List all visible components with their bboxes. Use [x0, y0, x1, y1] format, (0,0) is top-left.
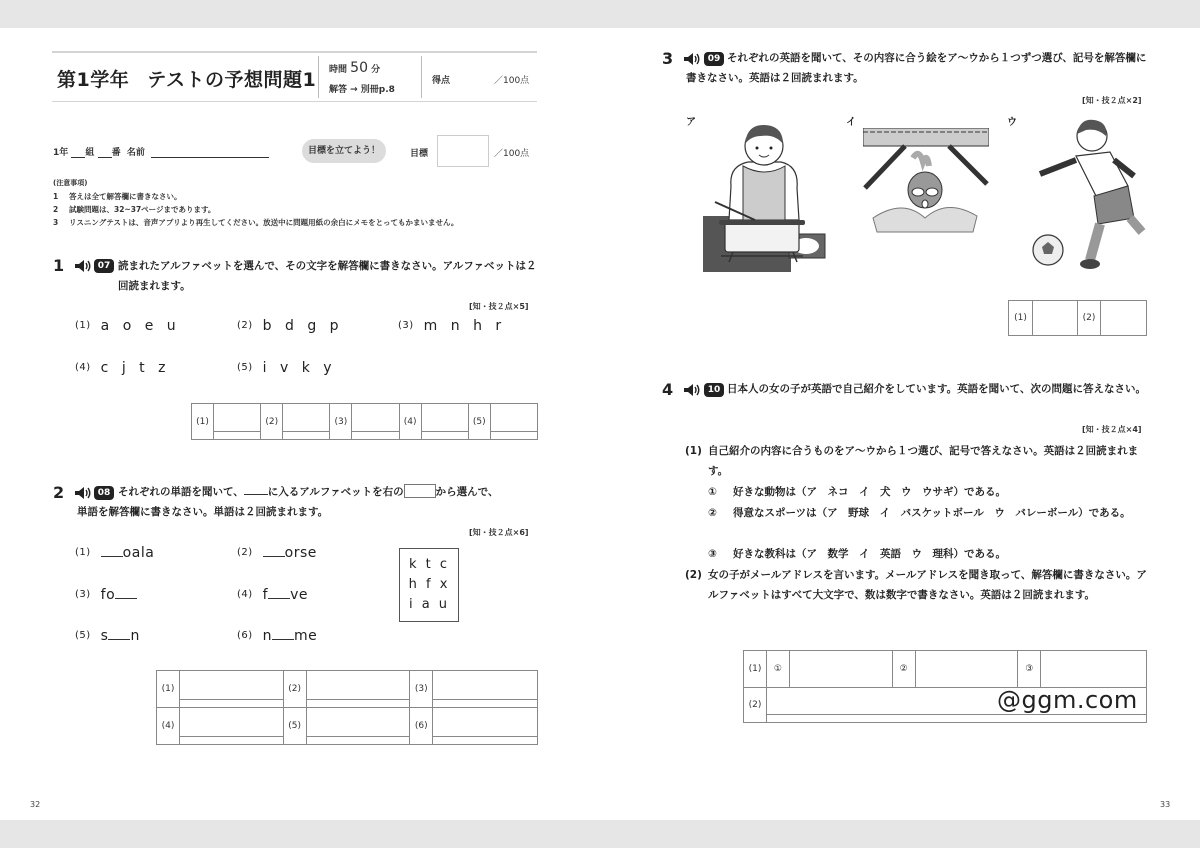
note-number: 2 — [53, 205, 59, 214]
question-text-body: 読まれたアルファベットを選んで、その文字を解答欄に書きなさい。アルファベットは２回読まれます。 — [118, 260, 537, 292]
letter-row: k t c — [408, 557, 450, 572]
answer-label: (1) — [157, 671, 180, 708]
answer-label: (2) — [1077, 301, 1101, 336]
choice-text: 得意なスポーツは（ア 野球 イ バスケットボール ウ バレーボール）である。 — [733, 507, 1131, 519]
word-suffix: orse — [284, 545, 317, 561]
question-text — [118, 256, 538, 296]
email-domain-suffix: @ggm.com — [997, 686, 1138, 714]
answer-reference: 解答 → 別冊p.8 — [329, 85, 395, 95]
blank-line — [101, 545, 123, 557]
student-info-line — [53, 145, 269, 158]
answer-cell[interactable] — [283, 404, 330, 440]
name-label: 名前 — [126, 148, 145, 158]
answer-cell[interactable] — [179, 671, 283, 708]
swimming-boy-icon — [863, 128, 989, 243]
question-number: 3 — [662, 49, 674, 68]
header-bottom-rule — [52, 101, 537, 102]
audio-track-badge: 08 — [94, 486, 114, 500]
speaker-icon — [74, 259, 92, 273]
answer-cell[interactable] — [421, 404, 468, 440]
item-label: (2) — [237, 320, 253, 331]
page-number: 32 — [30, 800, 41, 809]
time-label: 時間 — [329, 65, 348, 75]
answer-cell[interactable] — [789, 651, 892, 688]
answer-label: (4) — [399, 404, 421, 440]
answer-cell[interactable] — [306, 671, 410, 708]
title-test-name: テストの予想問題1 — [147, 69, 317, 91]
speaker-icon — [74, 486, 92, 500]
item-letters: c j t z — [100, 360, 166, 376]
blank-line — [115, 587, 137, 599]
grade-label: 1年 — [53, 148, 69, 158]
choice-item — [237, 318, 339, 334]
item-label: (5) — [75, 630, 91, 641]
picture-label: イ — [846, 117, 856, 128]
question-number: 1 — [53, 256, 65, 275]
header-separator — [421, 56, 422, 98]
choice-text: 好きな動物は（ア ネコ イ 犬 ウ ウサギ）である。 — [733, 486, 1006, 498]
item-letters: a o e u — [100, 318, 177, 334]
bottom-margin-band — [0, 820, 1200, 848]
page-number: 33 — [1160, 800, 1171, 809]
note-text: リスニングテストは、音声アプリより再生してください。放送中に問題用紙の余白にメモをとってもかまいません。 — [69, 218, 459, 227]
page-title — [57, 65, 316, 92]
answer-label: (2) — [744, 688, 767, 723]
letter-row: h f x — [408, 577, 450, 592]
points-label: [知・技２点×6] — [469, 528, 529, 537]
word-item — [237, 587, 308, 603]
note-text: 答えは全て解答欄に書きなさい。 — [69, 192, 182, 201]
question-text — [118, 482, 540, 502]
answer-cell[interactable] — [915, 651, 1018, 688]
score-total: ／100点 — [494, 76, 530, 86]
answer-cell[interactable] — [490, 404, 537, 440]
answer-label: (3) — [330, 404, 352, 440]
item-label: (3) — [398, 320, 414, 331]
answer-label: (1) — [744, 651, 767, 688]
word-item — [75, 587, 137, 603]
choice-item — [237, 360, 332, 376]
picture-label: ウ — [1007, 117, 1017, 128]
question-text-line2: 単語を解答欄に書きなさい。単語は２回読まれます。 — [77, 506, 329, 518]
answer-label: (1) — [1009, 301, 1033, 336]
answer-mark: ① — [766, 651, 789, 688]
blank-line — [268, 587, 290, 599]
answer-mark: ③ — [1018, 651, 1041, 688]
number-label: 番 — [111, 148, 121, 158]
top-margin-band — [0, 0, 1200, 28]
q2-answer-table — [156, 670, 538, 745]
time-value: 50 — [350, 60, 368, 76]
sub-question-text: 女の子がメールアドレスを言います。メールアドレスを聞き取って、解答欄に書きなさい。アルファベットはすべて大文字で、数は数字で書きなさい。英語は２回読まれます。 — [708, 569, 1147, 601]
word-prefix: s — [100, 628, 109, 644]
sub-question-label: (2) — [685, 569, 702, 581]
answer-cell[interactable] — [433, 671, 538, 708]
question-number: 2 — [53, 483, 65, 502]
word-prefix: f — [262, 587, 269, 603]
blank-line — [108, 628, 130, 640]
sub-question-text: 自己紹介の内容に合うものをア～ウから１つ選び、記号で答えなさい。英語は２回読まれます。 — [708, 445, 1139, 477]
choice-text: 好きな教科は（ア 数学 イ 英語 ウ 理科）である。 — [733, 548, 1006, 560]
question-number: 4 — [662, 380, 674, 399]
item-label: (4) — [237, 589, 253, 600]
item-letters: b d g p — [262, 318, 340, 334]
answer-label: (4) — [157, 708, 180, 745]
item-label: (3) — [75, 589, 91, 600]
choice-mark: ① — [708, 486, 717, 498]
name-field[interactable] — [151, 148, 269, 158]
question-text-part: それぞれの単語を聞いて、 — [118, 486, 244, 498]
soccer-boy-icon — [1030, 114, 1150, 272]
score-label: 得点 — [432, 76, 451, 86]
question-text-body: それぞれの英語を聞いて、その内容に合う絵をア～ウから１つずつ選び、記号を解答欄に書きなさい。英語は２回読まれます。 — [686, 52, 1147, 84]
header-top-rule — [52, 51, 537, 53]
notes-section — [53, 177, 458, 229]
answer-cell[interactable] — [1041, 651, 1147, 688]
answer-cell[interactable] — [214, 404, 261, 440]
choice-mark: ③ — [708, 548, 717, 560]
item-letters: i v k y — [262, 360, 333, 376]
answer-label: (3) — [410, 671, 433, 708]
letter-choice-box — [399, 548, 459, 622]
item-label: (1) — [75, 547, 91, 558]
choice-mark: ② — [708, 507, 717, 519]
note-item — [53, 203, 458, 216]
word-prefix: n — [262, 628, 273, 644]
header-separator — [318, 56, 319, 98]
q1-answer-table — [191, 403, 538, 440]
blank-line — [272, 628, 294, 640]
word-suffix: n — [130, 628, 140, 644]
time-unit: 分 — [371, 65, 381, 75]
word-prefix: fo — [100, 587, 116, 603]
answer-cell[interactable] — [179, 708, 283, 745]
set-goal-badge: 目標を立てよう！ — [302, 139, 386, 163]
title-grade: 第1学年 — [57, 69, 130, 91]
letter-row: i a u — [408, 597, 450, 612]
note-item — [53, 216, 458, 229]
goal-score-box[interactable] — [437, 135, 489, 167]
answer-label: (5) — [283, 708, 306, 745]
goal-total: ／100点 — [494, 149, 530, 159]
answer-label: (2) — [283, 671, 306, 708]
audio-track-badge: 07 — [94, 259, 114, 273]
item-label: (4) — [75, 362, 91, 373]
notes-title: (注意事項) — [53, 179, 88, 187]
points-label: [知・技２点×5] — [469, 302, 529, 311]
blank-line — [244, 483, 268, 495]
item-letters: m n h r — [423, 318, 502, 334]
letter-box-reference — [404, 484, 436, 498]
sub-question-label: (1) — [685, 445, 702, 457]
audio-track-badge: 09 — [704, 52, 724, 66]
class-field[interactable] — [71, 148, 85, 158]
word-item — [237, 628, 317, 644]
answer-cell[interactable] — [1032, 301, 1077, 336]
word-suffix: oala — [122, 545, 155, 561]
points-label: [知・技２点×4] — [1082, 425, 1142, 434]
question-text-part: に入るアルファベットを右の — [267, 486, 404, 498]
item-label: (6) — [237, 630, 253, 641]
answer-cell[interactable] — [352, 404, 399, 440]
item-label: (2) — [237, 547, 253, 558]
word-item — [75, 545, 154, 561]
points-label: [知・技２点×2] — [1082, 96, 1142, 105]
answer-cell[interactable] — [433, 708, 538, 745]
word-item — [237, 545, 317, 561]
word-suffix: ve — [290, 587, 309, 603]
item-label: (5) — [237, 362, 253, 373]
answer-label: (2) — [261, 404, 283, 440]
note-number: 3 — [53, 218, 59, 227]
number-field[interactable] — [98, 148, 112, 158]
word-item — [75, 628, 140, 644]
picture-label: ア — [686, 117, 696, 128]
blank-line — [263, 545, 285, 557]
class-label: 組 — [85, 148, 95, 158]
question-text-body: 日本人の女の子が英語で自己紹介をしています。英語を聞いて、次の問題に答えなさい。 — [727, 383, 1146, 395]
answer-mark: ② — [892, 651, 915, 688]
audio-track-badge: 10 — [704, 383, 724, 397]
note-text: 試験問題は、32~37ページまであります。 — [69, 205, 216, 214]
choice-item — [75, 360, 166, 376]
choice-item — [75, 318, 176, 334]
answer-label: (6) — [410, 708, 433, 745]
note-item — [53, 190, 458, 203]
choice-item — [398, 318, 502, 334]
question-text-part: から選んで、 — [435, 486, 499, 498]
answer-label: (5) — [468, 404, 490, 440]
answer-cell[interactable] — [1101, 301, 1147, 336]
answer-label: (1) — [192, 404, 214, 440]
item-label: (1) — [75, 320, 91, 331]
note-number: 1 — [53, 192, 59, 201]
goal-label: 目標 — [410, 149, 429, 159]
cooking-boy-icon — [703, 116, 828, 274]
answer-cell[interactable] — [306, 708, 410, 745]
time-info — [329, 60, 380, 76]
word-suffix: me — [294, 628, 318, 644]
q3-answer-table — [1008, 300, 1147, 336]
